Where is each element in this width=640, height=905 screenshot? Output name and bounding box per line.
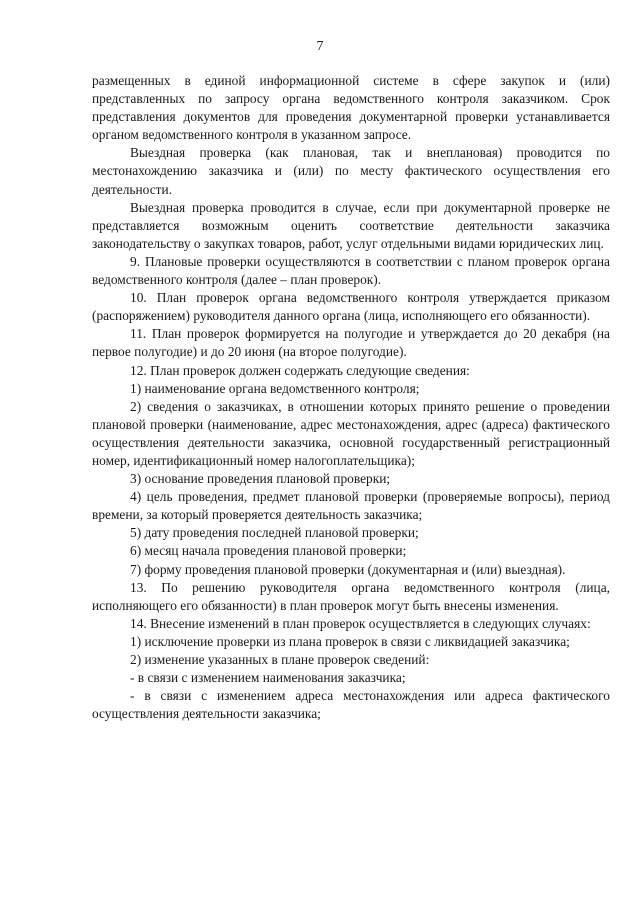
paragraph: 5) дату проведения последней плановой проверки; bbox=[130, 525, 419, 541]
paragraph: 2) сведения о заказчиках, в отношении которых принято решение о проведении плановой проверки (наименование, адрес местонахождения, адрес (адреса) фактического осуществления деятельности заказчика, основной государственный регистрационный номер, идентификационный номер налогоплательщика); bbox=[92, 398, 610, 468]
paragraph: 12. План проверок должен содержать следующие сведения: bbox=[130, 362, 470, 378]
paragraph: - в связи с изменением адреса местонахождения или адреса фактического осуществления деятельности заказчика; bbox=[92, 688, 610, 722]
paragraph: 13. По решению руководителя органа ведомственного контроля (лица, исполняющего его обязанности) в план проверок могут быть внесены изменения. bbox=[92, 579, 610, 613]
paragraph: 11. План проверок формируется на полугодие и утверждается до 20 декабря (на первое полугодие) и до 20 июня (на второе полугодие). bbox=[92, 326, 610, 360]
paragraph: Выездная проверка (как плановая, так и внеплановая) проводится по местонахождению заказчика и (или) по месту фактического осуществления его деятельности. bbox=[92, 145, 610, 197]
paragraph: 14. Внесение изменений в план проверок осуществляется в следующих случаях: bbox=[130, 615, 591, 631]
paragraph: размещенных в единой информационной системе в сфере закупок и (или) представленных по запросу органа ведомственного контроля заказчиком. Срок представления документов для проведения документарной проверки устанавливается органом ведомственного контроля в указанном запросе. bbox=[92, 73, 610, 143]
page-number: 7 bbox=[316, 39, 324, 54]
paragraph: - в связи с изменением наименования заказчика; bbox=[130, 670, 406, 686]
body-text bbox=[92, 72, 610, 723]
paragraph: 4) цель проведения, предмет плановой проверки (проверяемые вопросы), период времени, за который проверяется деятельность заказчика; bbox=[92, 489, 610, 523]
paragraph: 2) изменение указанных в плане проверок сведений: bbox=[130, 652, 430, 667]
paragraph: Выездная проверка проводится в случае, если при документарной проверке не представляется возможным оценить соответствие деятельности заказчика законодательству о закупках товаров, работ, услуг отдельными видами юридических лиц. bbox=[92, 199, 610, 251]
paragraph: 1) исключение проверки из плана проверок в связи с ликвидацией заказчика; bbox=[130, 633, 570, 649]
paragraph: 9. Плановые проверки осуществляются в соответствии с планом проверок органа ведомственного контроля (далее – план проверок). bbox=[92, 253, 610, 288]
paragraph: 6) месяц начала проведения плановой проверки; bbox=[130, 543, 407, 559]
paragraph: 10. План проверок органа ведомственного контроля утверждается приказом (распоряжением) руководителя данного органа (лица, исполняющего его обязанности). bbox=[92, 290, 610, 324]
paragraph: 1) наименование органа ведомственного контроля; bbox=[130, 380, 420, 396]
paragraph: 3) основание проведения плановой проверки; bbox=[130, 471, 391, 487]
paragraph: 7) форму проведения плановой проверки (документарная и (или) выездная). bbox=[130, 561, 566, 577]
